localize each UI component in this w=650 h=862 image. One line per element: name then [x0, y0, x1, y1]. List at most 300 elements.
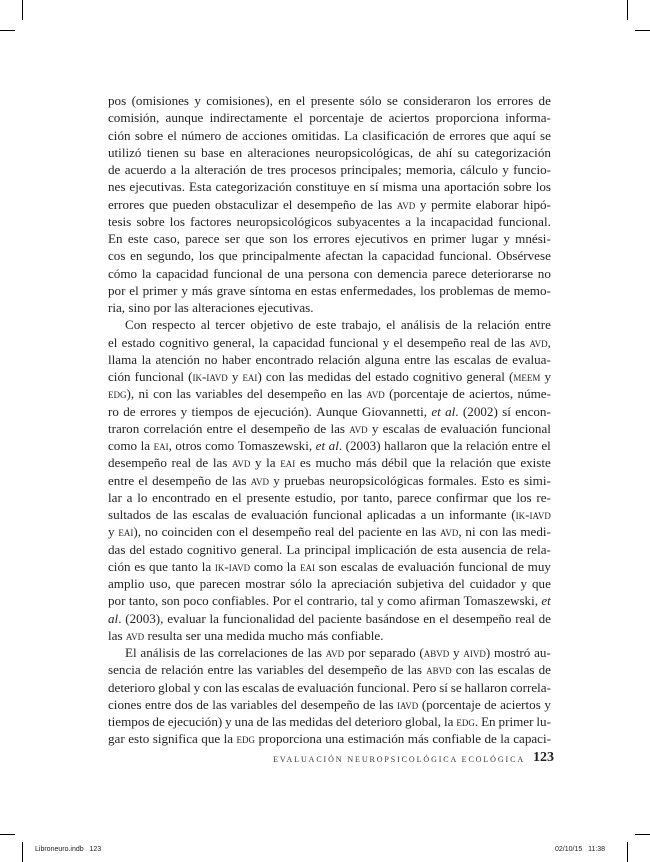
- word: escalas: [382, 420, 420, 436]
- word: indirectamente: [209, 110, 288, 126]
- word: das: [108, 541, 126, 557]
- word: ejecutivas.: [129, 179, 186, 195]
- word: tanto,: [128, 593, 159, 609]
- word: sencia: [108, 662, 141, 678]
- word: medidas: [307, 369, 352, 384]
- word: confiables.: [212, 593, 270, 609]
- word: formales.: [427, 472, 477, 488]
- word: variables: [230, 696, 278, 712]
- word: una: [234, 714, 254, 729]
- word: el: [293, 110, 304, 126]
- word: ria,: [108, 300, 126, 315]
- word: desempeño: [252, 524, 312, 540]
- word: Tomaszewski,: [237, 438, 313, 453]
- word: el: [108, 334, 118, 350]
- word: una: [325, 731, 345, 747]
- text-line: [108, 437, 551, 454]
- word: las: [108, 627, 123, 643]
- word: la: [140, 438, 151, 453]
- word: ni: [138, 386, 149, 402]
- word: al.: [108, 610, 122, 626]
- word: desempeño: [108, 455, 167, 471]
- word: de: [152, 714, 165, 729]
- word: paciente: [318, 610, 362, 626]
- word: avd: [396, 196, 416, 212]
- word: memoria,: [405, 162, 456, 177]
- word: funcional.: [438, 248, 492, 264]
- word: presente: [310, 93, 355, 108]
- word: con: [455, 662, 475, 678]
- word: cognitivo: [159, 334, 209, 350]
- word: entre: [511, 438, 538, 453]
- word: uso,: [149, 576, 171, 591]
- word: categorización: [215, 179, 292, 195]
- word: sí: [439, 679, 448, 695]
- word: y: [194, 93, 201, 108]
- word: las: [271, 714, 287, 729]
- word: base: [201, 144, 225, 160]
- word: en: [215, 489, 228, 505]
- word: edg),: [108, 386, 135, 402]
- word: basándose: [365, 610, 420, 626]
- word: escalas: [242, 679, 280, 695]
- word: las: [199, 645, 215, 660]
- text-line: [108, 127, 551, 144]
- word: como: [205, 438, 235, 453]
- text-line: [108, 523, 551, 540]
- word: ciones: [108, 696, 142, 712]
- word: los: [292, 231, 309, 246]
- word: la: [316, 576, 327, 591]
- word: con: [479, 524, 499, 540]
- word: funcional: [213, 265, 263, 281]
- crop-mark: [627, 842, 628, 862]
- word: acciones: [242, 127, 288, 143]
- word: a: [405, 213, 412, 229]
- word: neuropsicológicas,: [315, 144, 414, 160]
- word: y: [273, 472, 280, 488]
- word: el: [439, 610, 449, 626]
- word: separado: [369, 645, 416, 660]
- word: general.: [240, 541, 283, 557]
- word: la: [416, 213, 426, 229]
- word: permite: [431, 196, 472, 212]
- text-line: [108, 558, 551, 575]
- word: constituye: [295, 179, 350, 195]
- text-line: [108, 592, 551, 609]
- word: la: [223, 731, 234, 747]
- word: subjetiva: [396, 576, 444, 591]
- word: esta: [437, 541, 458, 557]
- word: de: [298, 317, 311, 333]
- text-line: [108, 489, 551, 506]
- word: el: [239, 524, 249, 540]
- word: comisión,: [108, 110, 160, 126]
- word: hallaron: [384, 438, 427, 453]
- word: enfermedades,: [340, 282, 417, 298]
- word: avd,: [529, 334, 551, 350]
- word: el: [393, 334, 403, 350]
- word: (2003): [345, 438, 381, 453]
- word: Esto: [481, 472, 505, 488]
- word: las: [174, 300, 189, 315]
- word: por: [153, 300, 171, 315]
- word: porcentaje: [309, 110, 364, 126]
- word: el: [541, 438, 551, 453]
- word: que: [149, 196, 168, 212]
- text-line: [108, 385, 551, 402]
- word: aciertos: [388, 110, 430, 126]
- word: real: [171, 455, 192, 471]
- word: aportación: [444, 179, 500, 195]
- word: subyacentes: [336, 213, 401, 229]
- text-line: [108, 420, 551, 437]
- word: La: [286, 541, 301, 557]
- word: Aunque: [316, 403, 358, 419]
- word: significa: [152, 731, 198, 747]
- word: las: [224, 679, 240, 695]
- word: comisiones),: [206, 93, 273, 108]
- word: este: [127, 231, 149, 246]
- word: del: [247, 386, 263, 402]
- word: evaluación: [440, 420, 498, 436]
- word: En: [108, 231, 123, 246]
- word: eai,: [153, 438, 172, 453]
- word: desempeño: [297, 196, 356, 212]
- word: muy: [527, 558, 551, 574]
- crop-mark: [635, 834, 650, 835]
- word: esto: [128, 731, 150, 747]
- word: segundo,: [147, 248, 195, 264]
- word: (2002): [462, 403, 498, 419]
- word: por: [108, 593, 126, 609]
- text-line: [108, 299, 551, 316]
- word: las: [237, 662, 253, 678]
- word: a: [420, 507, 427, 522]
- word: funcio-: [513, 162, 551, 177]
- word: una: [284, 265, 304, 281]
- crop-mark: [0, 834, 15, 835]
- word: y: [231, 369, 239, 384]
- word: tercer: [215, 317, 246, 333]
- word: a: [170, 162, 177, 177]
- word: proporciona: [435, 110, 499, 126]
- word: y: [453, 645, 460, 660]
- word: tiempos: [191, 403, 233, 419]
- word: de: [432, 127, 446, 143]
- word: procesos: [290, 162, 337, 177]
- word: parece: [185, 231, 220, 246]
- word: traron: [108, 420, 140, 436]
- word: más: [191, 282, 213, 298]
- word: las: [347, 386, 362, 402]
- word: general,: [212, 334, 255, 350]
- word: que: [430, 438, 450, 453]
- word: y: [382, 334, 390, 350]
- word: como: [387, 593, 417, 609]
- text-line: [108, 92, 551, 109]
- word: de: [452, 386, 465, 402]
- text-line: [108, 472, 551, 489]
- word: al.: [328, 438, 343, 453]
- word: el: [129, 282, 139, 298]
- word: de: [391, 662, 404, 678]
- text-line: [108, 696, 551, 713]
- word: en: [294, 282, 308, 298]
- word: sobre: [136, 213, 165, 229]
- word: errores: [108, 196, 145, 212]
- text-line: [108, 213, 551, 230]
- word: (ik-iavd: [511, 507, 551, 522]
- word: pruebas: [284, 472, 325, 488]
- word: entre: [404, 351, 431, 367]
- word: tal: [360, 593, 374, 609]
- word: avd: [325, 645, 345, 660]
- word: encontrado: [152, 489, 211, 505]
- text-line: [108, 265, 551, 282]
- word: el: [295, 93, 306, 108]
- word: incapacidad: [430, 213, 494, 229]
- word: estado: [375, 369, 409, 384]
- word: la: [500, 731, 510, 747]
- word: las: [307, 645, 323, 660]
- word: deteriorarse: [471, 265, 534, 281]
- word: Giovannetti,: [361, 403, 427, 419]
- word: las: [407, 662, 423, 678]
- word: (2003),: [125, 610, 164, 626]
- word: este: [315, 317, 337, 333]
- word: tienen: [146, 144, 179, 160]
- word: informa-: [505, 110, 551, 126]
- word: sí: [502, 403, 511, 419]
- word: tanto: [171, 558, 198, 574]
- word: amplio: [108, 576, 145, 591]
- word: análisis: [140, 645, 180, 660]
- word: relación: [318, 351, 361, 367]
- word: del: [281, 696, 298, 712]
- word: afirman: [419, 593, 461, 609]
- slug-datetime: 02/10/15 11:38: [555, 846, 606, 853]
- text-line: [108, 109, 551, 126]
- word: eai),: [118, 524, 141, 540]
- word: rela-: [526, 541, 551, 557]
- word: encon-: [515, 403, 551, 419]
- word: global: [158, 679, 191, 695]
- word: ik-iavd: [214, 558, 251, 574]
- word: ción: [108, 369, 131, 384]
- word: correlaciones: [217, 645, 288, 660]
- word: capacidad: [272, 334, 325, 350]
- word: global,: [405, 714, 442, 729]
- word: categorización: [474, 144, 551, 160]
- word: del: [355, 369, 372, 384]
- word: eai: [280, 455, 296, 471]
- word: la: [201, 558, 212, 574]
- word: primer: [142, 282, 178, 298]
- word: relación: [161, 662, 204, 678]
- word: entre: [524, 317, 551, 333]
- word: entre: [108, 472, 135, 488]
- word: edg.: [456, 714, 479, 729]
- word: desempeño: [250, 420, 310, 436]
- word: factores: [190, 213, 232, 229]
- word: de: [484, 696, 497, 712]
- word: del: [298, 610, 315, 626]
- word: escalas: [192, 507, 230, 522]
- word: problemas: [439, 282, 494, 298]
- word: y: [108, 524, 115, 540]
- word: confiable: [432, 731, 482, 747]
- text-line: [108, 454, 551, 471]
- text-line: [108, 178, 551, 195]
- word: la: [180, 162, 191, 177]
- word: alguna: [364, 351, 400, 367]
- word: en: [278, 93, 291, 108]
- word: las: [231, 472, 247, 488]
- text-line: [108, 368, 551, 385]
- word: de: [237, 403, 250, 419]
- word: que: [218, 248, 238, 264]
- word: escalas: [497, 662, 535, 678]
- word: los: [476, 93, 492, 108]
- word: aquí: [513, 127, 536, 143]
- word: tesis: [108, 213, 132, 229]
- word: número: [181, 127, 222, 143]
- text-line: [108, 575, 551, 592]
- text-line: [108, 230, 551, 247]
- word: atención: [155, 351, 200, 367]
- word: funcional: [312, 507, 363, 522]
- word: los: [516, 489, 532, 505]
- word: de: [291, 645, 304, 660]
- word: el: [167, 127, 177, 143]
- word: que: [496, 455, 516, 471]
- word: afectan: [325, 248, 364, 264]
- word: y: [180, 403, 188, 419]
- word: Esta: [188, 179, 212, 195]
- word: estimación: [347, 731, 405, 747]
- word: tres: [267, 162, 287, 177]
- word: parece: [397, 489, 432, 505]
- word: (meem: [508, 369, 541, 384]
- word: estas: [311, 282, 337, 298]
- word: paciente: [358, 524, 402, 540]
- word: de: [420, 541, 433, 557]
- crop-mark: [22, 842, 23, 862]
- word: el: [294, 593, 304, 609]
- word: variables: [195, 386, 243, 402]
- word: desempeño: [300, 696, 360, 712]
- word: y: [502, 162, 509, 177]
- word: respecto: [151, 317, 196, 333]
- word: errores: [449, 127, 486, 143]
- word: avd: [250, 472, 270, 488]
- word: avd: [349, 420, 368, 436]
- word: ejecución).: [253, 403, 312, 419]
- word: funcional: [501, 420, 551, 436]
- text-line: [108, 144, 551, 161]
- word: eai: [300, 558, 316, 574]
- word: funcionalidad: [222, 610, 295, 626]
- word: se: [450, 679, 462, 695]
- word: de: [538, 662, 551, 678]
- word: sino: [128, 300, 151, 315]
- word: son: [161, 593, 180, 609]
- word: de: [108, 162, 121, 177]
- word: cálculo: [460, 162, 498, 177]
- word: (porcentaje: [421, 696, 481, 712]
- word: alteraciones: [247, 144, 311, 160]
- word: tanto,: [363, 489, 393, 505]
- word: demencia: [377, 265, 428, 281]
- word: las: [172, 507, 188, 522]
- word: la: [452, 438, 463, 453]
- text-line: [108, 627, 551, 644]
- word: cognitivo: [187, 541, 237, 557]
- word: la: [286, 558, 297, 574]
- word: avd: [366, 386, 385, 402]
- word: no: [537, 265, 551, 281]
- word: y: [419, 196, 427, 212]
- word: de: [267, 265, 280, 281]
- text-line: [108, 247, 551, 264]
- word: mucho: [268, 627, 304, 643]
- slug-file: Libroneuro.indb 123: [35, 846, 102, 853]
- word: de: [250, 162, 263, 177]
- word: son: [269, 231, 288, 246]
- word: desempeño: [328, 662, 387, 678]
- word: de: [511, 558, 524, 574]
- word: funcional: [458, 558, 508, 574]
- word: informante: [449, 507, 507, 522]
- word: en: [330, 386, 344, 402]
- word: mostró: [493, 645, 531, 660]
- word: presente: [246, 489, 291, 505]
- word: lugar: [471, 231, 499, 246]
- word: las: [212, 455, 228, 471]
- word: relación: [465, 438, 509, 453]
- word: mostrar: [245, 576, 286, 591]
- word: que: [531, 576, 551, 591]
- word: pueden: [172, 196, 211, 212]
- word: las: [421, 524, 437, 540]
- word: principal: [304, 541, 351, 557]
- word: núme-: [517, 386, 551, 402]
- word: en: [229, 144, 243, 160]
- word: en: [423, 610, 436, 626]
- word: aciertos: [500, 696, 541, 712]
- word: y: [503, 231, 510, 246]
- word: en: [405, 524, 418, 540]
- word: y: [181, 282, 188, 298]
- word: apreciación: [331, 576, 392, 591]
- word: deterioro: [108, 679, 156, 695]
- word: errores: [496, 93, 534, 108]
- word: la: [258, 334, 269, 350]
- word: de: [225, 127, 238, 143]
- word: real: [314, 524, 335, 540]
- crop-mark: [0, 30, 15, 31]
- word: de: [196, 696, 209, 712]
- word: parece: [432, 265, 467, 281]
- word: que: [412, 455, 432, 471]
- word: pos: [108, 93, 127, 108]
- word: del: [307, 662, 324, 678]
- word: ejecución): [167, 714, 223, 729]
- word: mucho: [315, 455, 352, 471]
- word: las: [288, 369, 304, 384]
- word: coinciden: [161, 524, 213, 540]
